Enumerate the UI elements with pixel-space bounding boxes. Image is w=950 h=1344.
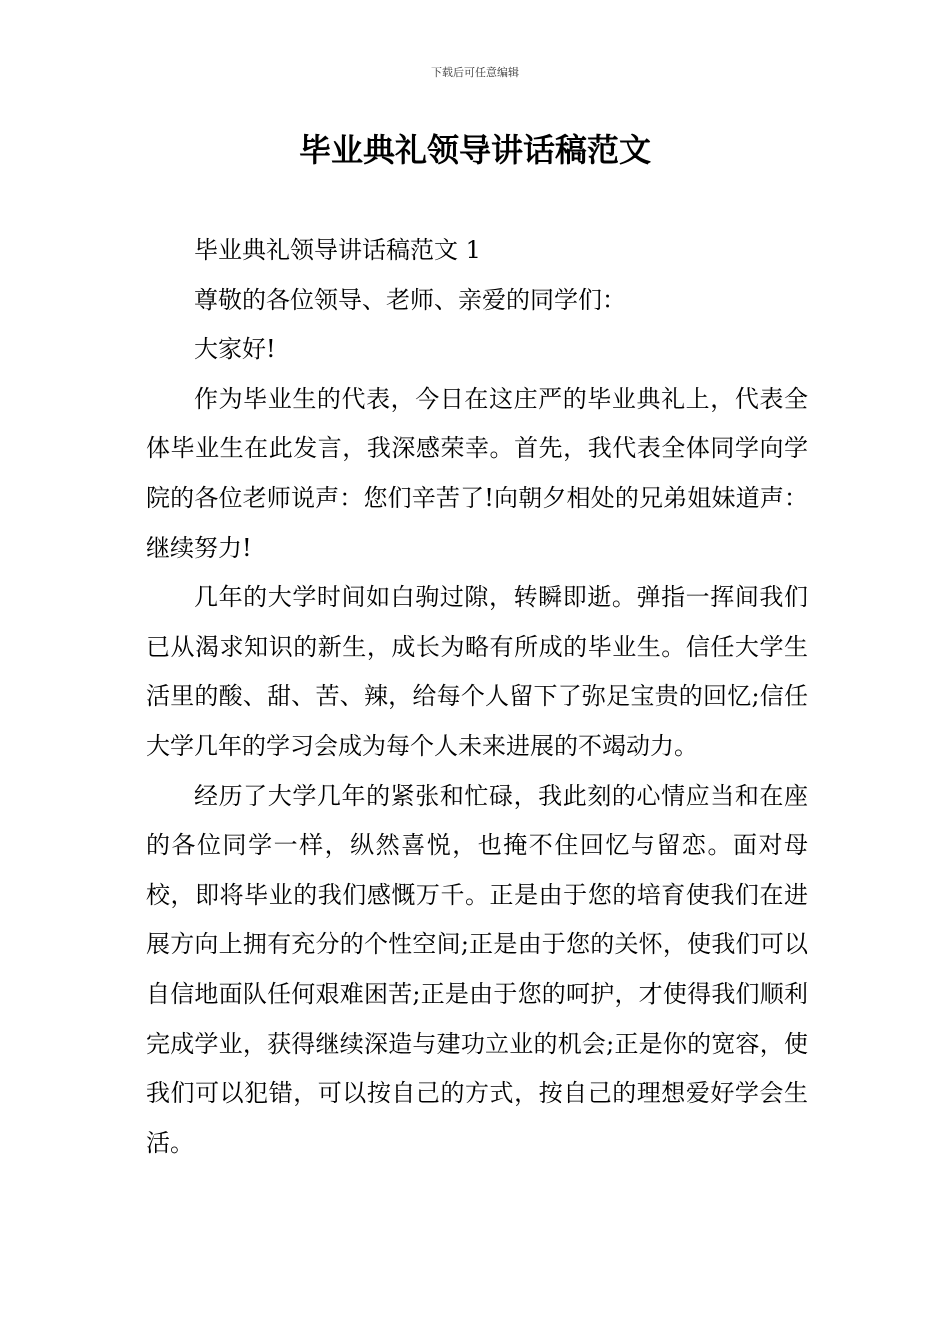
body-paragraph: 几年的大学时间如白驹过隙，转瞬即逝。弹指一挥间我们已从渴求知识的新生，成长为略有所成的毕业生。信任大学生活里的酸、甜、苦、辣，给每个人留下了弥足宝贵的回忆;信任大学几年的学习会成为每个人未来进展的不竭动力。 bbox=[146, 583, 808, 760]
section-heading: 毕业典礼领导讲话稿范文 1 bbox=[194, 236, 481, 264]
greeting: 大家好! bbox=[194, 335, 276, 364]
document-title: 毕业典礼领导讲话稿范文 bbox=[298, 131, 651, 169]
salutation: 尊敬的各位领导、老师、亲爱的同学们： bbox=[194, 285, 626, 314]
document-body bbox=[146, 226, 808, 1168]
header-note: 下载后可任意编辑 bbox=[431, 66, 519, 79]
body-paragraph: 作为毕业生的代表，今日在这庄严的毕业典礼上，代表全体毕业生在此发言，我深感荣幸。首先，我代表全体同学向学院的各位老师说声：您们辛苦了!向朝夕相处的兄弟姐妹道声：继续努力! bbox=[146, 384, 808, 562]
body-paragraph: 经历了大学几年的紧张和忙碌，我此刻的心情应当和在座的各位同学一样，纵然喜悦，也掩不住回忆与留恋。面对母校，即将毕业的我们感慨万千。正是由于您的培育使我们在进展方向上拥有充分的个性空间;正是由于您的关怀，使我们可以自信地面队任何艰难困苦;正是由于您的呵护，才使得我们顺利完成学业，获得继续深造与建功立业的机会;正是你的宽容，使我们可以犯错，可以按自己的方式，按自己的理想爱好学会生活。 bbox=[146, 781, 808, 1157]
